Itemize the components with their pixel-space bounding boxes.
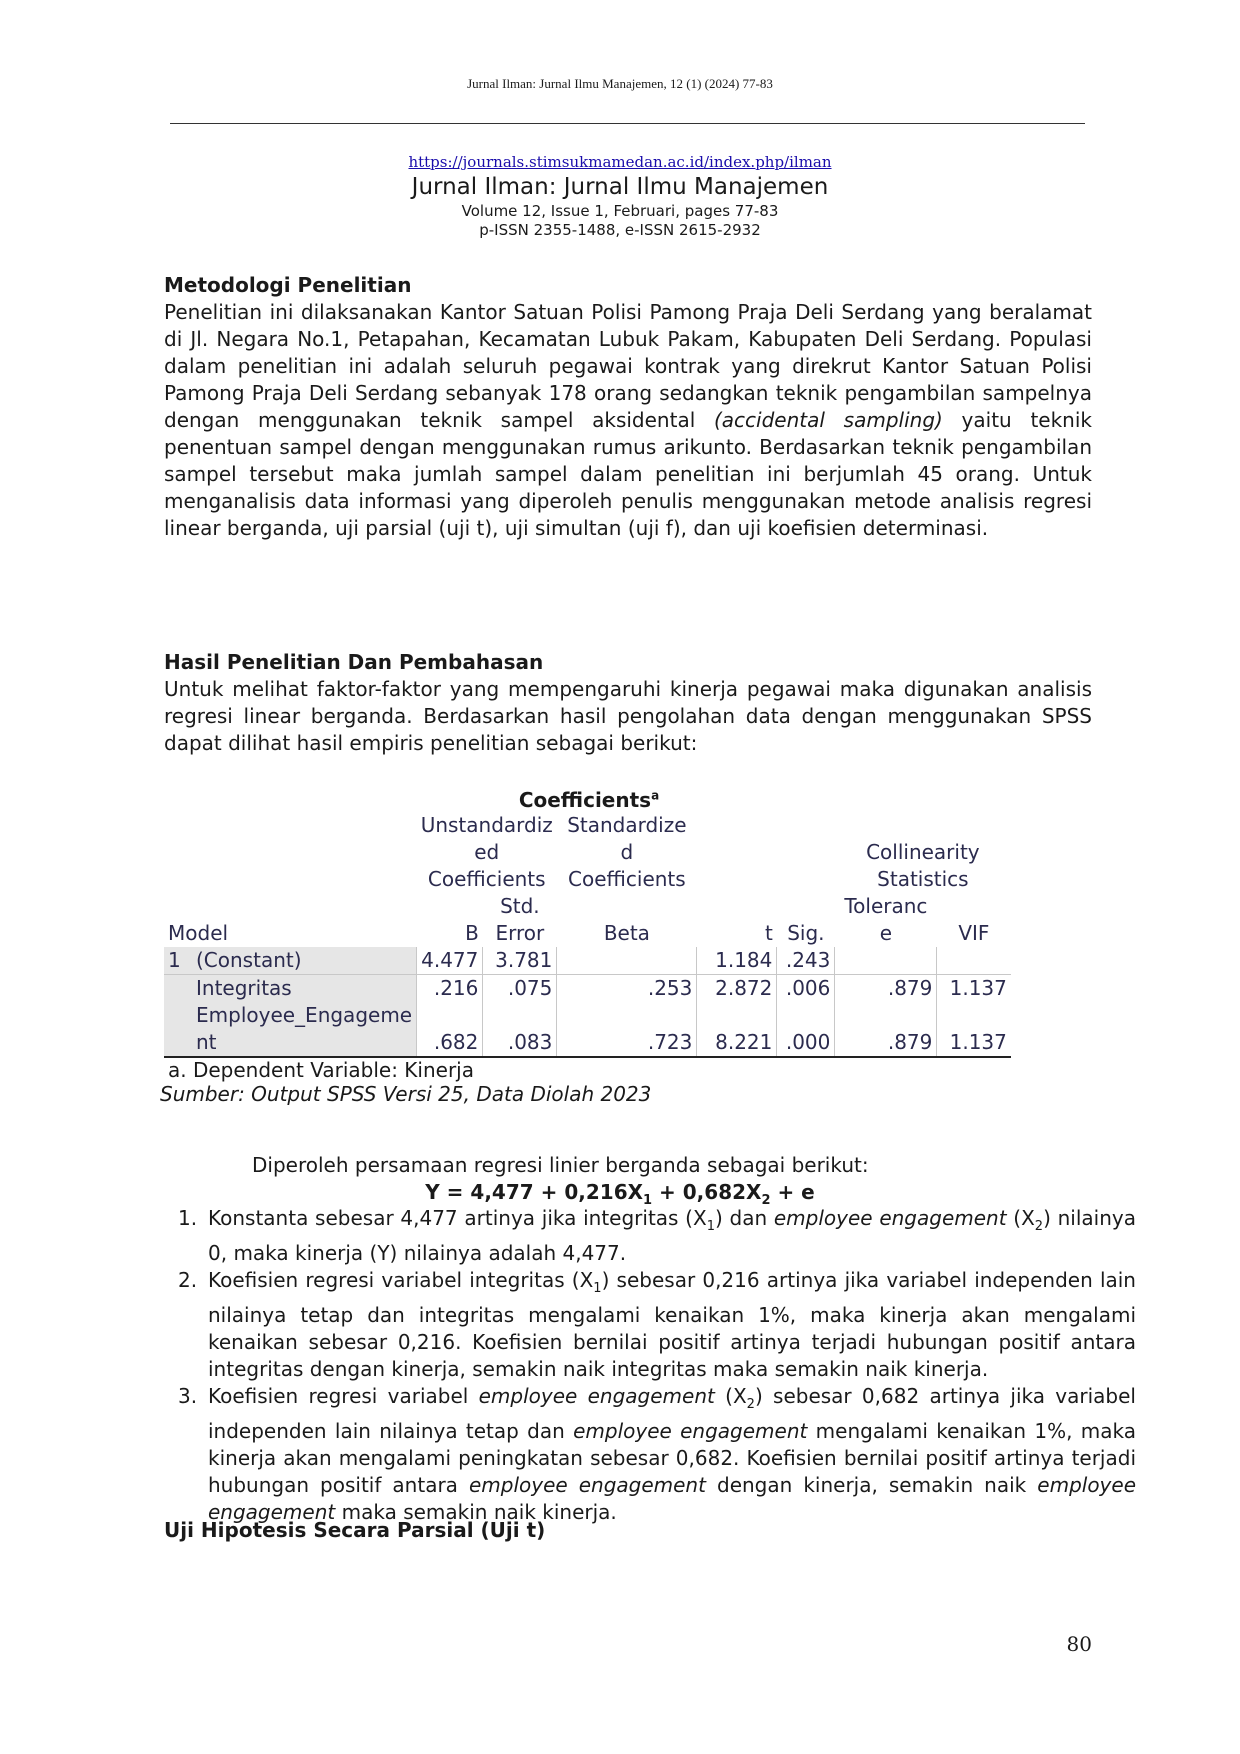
cell-vif: 1.137 (937, 1002, 1011, 1057)
header-sig: Sig. (787, 921, 825, 945)
cell-t: 2.872 (697, 975, 777, 1003)
page-number: 80 (1066, 1632, 1092, 1656)
journal-url-link[interactable]: https://journals.stimsukmamedan.ac.id/index.php/ilman (408, 153, 832, 171)
cell-b: .216 (417, 975, 483, 1003)
header-beta: Beta (603, 921, 650, 945)
cell-t: 8.221 (697, 1002, 777, 1057)
issn-info: p-ISSN 2355-1488, e-ISSN 2615-2932 (479, 221, 761, 239)
cell-sig: .006 (777, 975, 835, 1003)
row-model-number (164, 1002, 192, 1057)
cell-t: 1.184 (697, 947, 777, 975)
cell-sig: .000 (777, 1002, 835, 1057)
row-model-number: 1 (164, 947, 192, 975)
table-title: Coefficients$^a$ (518, 788, 660, 812)
header-unstandardized: Unstandardiz ed Coefficients (420, 813, 553, 891)
cell-sig: .243 (777, 947, 835, 975)
cell-tolerance: .879 (835, 1002, 937, 1057)
header-t: t (765, 921, 773, 945)
header-model: Model (168, 921, 229, 945)
journal-name: Jurnal Ilman: Jurnal Ilmu Manajemen (411, 174, 829, 200)
row-name: Employee_Engageme nt (192, 1002, 417, 1057)
regression-equation: $Y = 4,477 + 0,216X_1 + 0,682X_2 + e$ (425, 1180, 815, 1208)
methodology-paragraph: Penelitian ini dilaksanakan Kantor Satuan Polisi Pamong Praja Deli Serdang yang beralamat di Jl. Negara No.1, Petapahan, Kecamatan Lubuk Pakam, Kabupaten Deli Serdang. Populasi dalam penelitian ini adalah seluruh pegawai kontrak yang direkrut Kantor Satuan Polisi Pamong Praja Deli Serdang sebanyak 178 orang sedangkan teknik pengambilan sampelnya dengan menggunakan teknik sampel aksidental (accidental sampling) yaitu teknik penentuan sampel dengan menggunakan rumus arikunto. Berdasarkan teknik pengambilan sampel tersebut maka jumlah sampel dalam penelitian ini berjumlah 45 orang. Untuk menganalisis data informasi yang diperoleh penulis menggunakan metode analisis regresi linear berganda, uji parsial (uji t), uji simultan (uji f), dan uji koefisien determinasi. (164, 300, 1092, 540)
header-vif: VIF (958, 921, 990, 945)
cell-beta: .253 (557, 975, 697, 1003)
row-name: (Constant) (192, 947, 417, 975)
coefficients-table-block (160, 788, 1024, 1106)
results-paragraph: Untuk melihat faktor-faktor yang mempengaruhi kinerja pegawai maka digunakan analisis regresi linear berganda. Berdasarkan hasil pengolahan data dengan menggunakan SPSS dapat dilihat hasil empiris penelitian sebagai berikut: (164, 677, 1092, 755)
masthead (0, 152, 1240, 240)
methodology-heading: Metodologi Penelitian (164, 273, 412, 297)
table-row (164, 947, 1011, 975)
partial-test-section (164, 1517, 1092, 1544)
equation-intro: Diperoleh persamaan regresi linier berganda sebagai berikut: (252, 1153, 869, 1177)
header-tolerance: Toleranc e (844, 894, 928, 945)
results-section (164, 649, 1092, 757)
cell-std-error: .083 (483, 1002, 557, 1057)
header-standardized: Standardize d Coefficients (567, 813, 687, 891)
row-model-number (164, 975, 192, 1003)
list-item: 1. Konstanta sebesar 4,477 artinya jika integritas $(X_1)$ dan employee engagement $(X_2)$ nilainya 0, maka kinerja (Y) nilainya adalah 4,477. (178, 1206, 1136, 1265)
volume-info: Volume 12, Issue 1, Februari, pages 77-83 (461, 202, 779, 220)
partial-test-heading: Uji Hipotesis Secara Parsial (Uji t) (164, 1518, 546, 1542)
table-note: a. Dependent Variable: Kinerja (168, 1058, 474, 1082)
interpretation-list (164, 1205, 1136, 1526)
list-item: 3. Koefisien regresi variabel employee engagement $(X_2)$ sebesar 0,682 artinya jika variabel independen lain nilainya tetap dan employee engagement mengalami kenaikan 1%, maka kinerja akan mengalami peningkatan sebesar 0,682. Koefisien bernilai positif artinya terjadi hubungan positif antara employee engagement dengan kinerja, semakin naik employee engagement maka semakin naik kinerja. (178, 1384, 1137, 1524)
header-collinearity: Collinearity Statistics (866, 840, 980, 891)
cell-b: 4.477 (417, 947, 483, 975)
cell-vif (937, 947, 1011, 975)
table-row (164, 975, 1011, 1003)
cell-vif: 1.137 (937, 975, 1011, 1003)
table-row (164, 1002, 1011, 1057)
coefficients-table (164, 812, 1011, 1058)
header-b: B (465, 921, 479, 945)
header-rule (170, 123, 1085, 124)
row-name: Integritas (192, 975, 417, 1003)
cell-beta (557, 947, 697, 975)
running-head: Jurnal Ilman: Jurnal Ilmu Manajemen, 12 (1) (2024) 77-83 (467, 76, 773, 91)
methodology-section (164, 272, 1092, 542)
cell-tolerance (835, 947, 937, 975)
cell-b: .682 (417, 1002, 483, 1057)
table-source: Sumber: Output SPSS Versi 25, Data Diolah 2023 (160, 1082, 652, 1106)
cell-beta: .723 (557, 1002, 697, 1057)
cell-tolerance: .879 (835, 975, 937, 1003)
cell-std-error: 3.781 (483, 947, 557, 975)
cell-std-error: .075 (483, 975, 557, 1003)
list-item: 2. Koefisien regresi variabel integritas $(X_1)$ sebesar 0,216 artinya jika variabel independen lain nilainya tetap dan integritas mengalami kenaikan 1%, maka kinerja akan mengalami kenaikan sebesar 0,216. Koefisien bernilai positif artinya terjadi hubungan positif antara integritas dengan kinerja, semakin naik integritas maka semakin naik kinerja. (178, 1268, 1136, 1381)
header-std-error: Std. Error (495, 894, 545, 945)
results-heading: Hasil Penelitian Dan Pembahasan (164, 650, 544, 674)
